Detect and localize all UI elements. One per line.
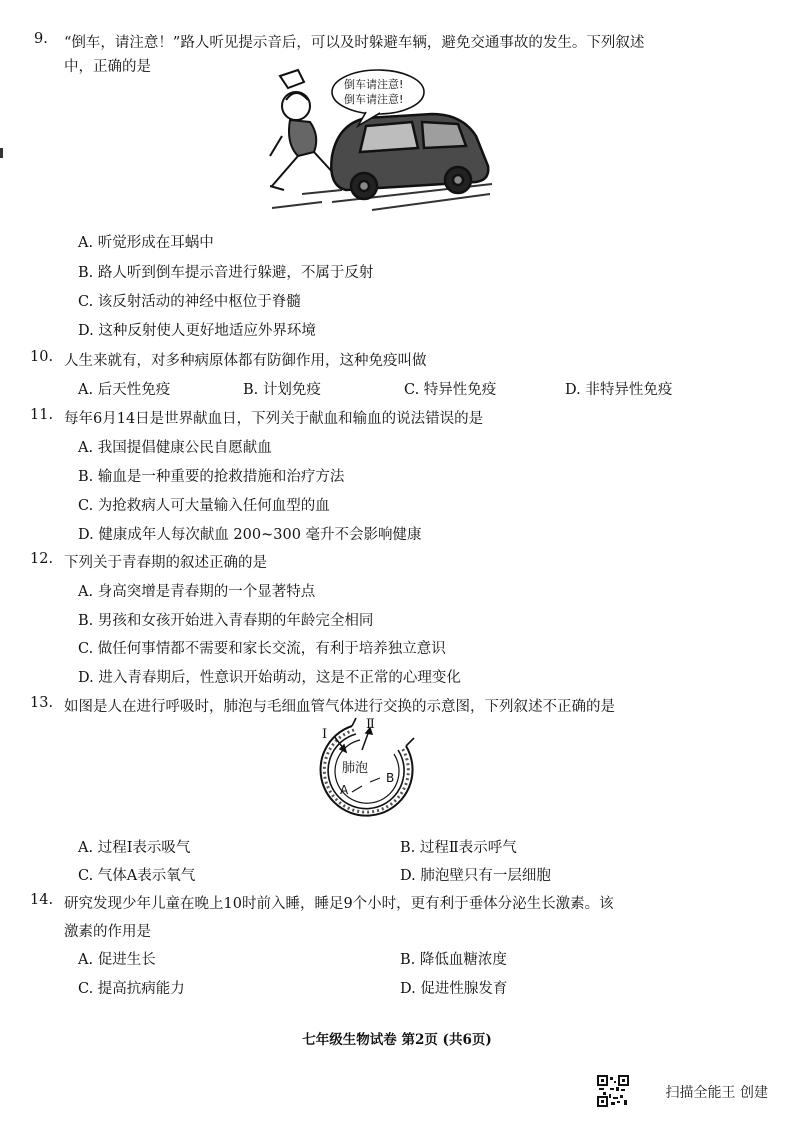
scan-edge-mark xyxy=(0,148,3,158)
option-d: D. 促进性腺发育 xyxy=(400,981,508,997)
question-stem-continued: 中，正确的是 xyxy=(64,59,151,75)
question-number: 14. xyxy=(30,892,54,908)
alveolus-gas-exchange-diagram xyxy=(300,716,430,828)
option-c: C. 该反射活动的神经中枢位于脊髓 xyxy=(78,294,301,310)
option-c: C. 特异性免疫 xyxy=(404,382,497,398)
option-a: A. 身高突增是青春期的一个显著特点 xyxy=(78,584,316,600)
option-b: B. 降低血糖浓度 xyxy=(400,952,507,968)
question-stem: 研究发现少年儿童在晚上10时前入睡，睡足9个小时，更有利于垂体分泌生长激素。该 xyxy=(64,896,614,912)
scanner-watermark: 扫描全能王 创建 xyxy=(665,1085,768,1101)
page-footer: 七年级生物试卷 第2页 (共6页) xyxy=(302,1032,492,1048)
option-c: C. 为抢救病人可大量输入任何血型的血 xyxy=(78,498,330,514)
speech-bubble-line-1: 倒车请注意! xyxy=(344,78,404,91)
label-process-i: Ⅰ xyxy=(322,727,328,742)
question-stem: “倒车，请注意！”路人听见提示音后，可以及时躲避车辆，避免交通事故的发生。下列叙述 xyxy=(64,35,645,51)
option-a: A. 听觉形成在耳蜗中 xyxy=(78,235,214,251)
option-b: B. 路人听到倒车提示音进行躲避，不属于反射 xyxy=(78,265,374,281)
option-c: C. 气体A表示氧气 xyxy=(78,868,196,884)
option-b: B. 男孩和女孩开始进入青春期的年龄完全相同 xyxy=(78,613,374,629)
speech-bubble-line-2: 倒车请注意! xyxy=(344,93,404,106)
option-d: D. 非特异性免疫 xyxy=(565,382,673,398)
option-a: A. 我国提倡健康公民自愿献血 xyxy=(78,440,272,456)
option-b: B. 输血是一种重要的抢救措施和治疗方法 xyxy=(78,469,345,485)
question-number: 12. xyxy=(30,551,54,567)
question-number: 13. xyxy=(30,695,54,711)
label-process-ii: Ⅱ xyxy=(366,717,375,732)
question-stem: 下列关于青春期的叙述正确的是 xyxy=(64,555,267,571)
option-d: D. 健康成年人每次献血 200~300 毫升不会影响健康 xyxy=(78,527,422,543)
question-number: 9. xyxy=(34,31,48,47)
qr-code-icon xyxy=(597,1075,629,1107)
option-a: A. 后天性免疫 xyxy=(78,382,171,398)
question-stem: 每年6月14日是世界献血日，下列关于献血和输血的说法错误的是 xyxy=(64,411,484,427)
question-number: 11. xyxy=(30,407,54,423)
question-stem: 人生来就有，对多种病原体都有防御作用，这种免疫叫做 xyxy=(64,353,427,369)
option-c: C. 提高抗病能力 xyxy=(78,981,185,997)
reversing-car-illustration xyxy=(262,66,502,216)
option-d: D. 这种反射使人更好地适应外界环境 xyxy=(78,323,316,339)
option-b: B. 计划免疫 xyxy=(243,382,321,398)
label-alveolus: 肺泡 xyxy=(342,761,369,776)
option-d: D. 肺泡壁只有一层细胞 xyxy=(400,868,551,884)
label-gas-b: B xyxy=(386,771,395,785)
option-d: D. 进入青春期后，性意识开始萌动，这是不正常的心理变化 xyxy=(78,670,461,686)
option-a: A. 促进生长 xyxy=(78,952,156,968)
question-stem: 如图是人在进行呼吸时，肺泡与毛细血管气体进行交换的示意图，下列叙述不正确的是 xyxy=(64,699,615,715)
option-b: B. 过程Ⅱ表示呼气 xyxy=(400,840,517,856)
option-c: C. 做任何事情都不需要和家长交流，有利于培养独立意识 xyxy=(78,641,446,657)
question-number: 10. xyxy=(30,349,54,365)
question-stem-continued: 激素的作用是 xyxy=(64,924,151,940)
label-gas-a: A xyxy=(340,783,349,797)
option-a: A. 过程Ⅰ表示吸气 xyxy=(78,840,191,856)
